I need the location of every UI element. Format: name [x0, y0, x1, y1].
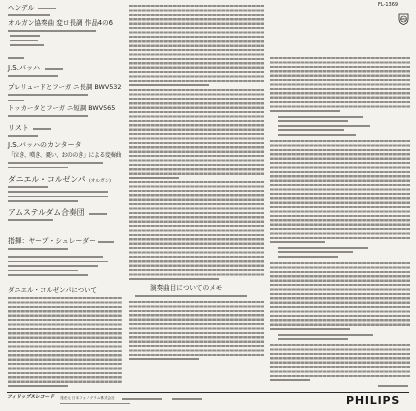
work-latin-title — [8, 162, 103, 164]
distributor-credit: 発売元 日本フォノグラム株式会社 — [60, 396, 115, 400]
recording-info-line — [8, 256, 103, 258]
recording-info-line — [8, 274, 88, 276]
ensemble-note — [89, 213, 107, 215]
program-notes-heading: 演奏曲目についてのメモ — [150, 284, 223, 292]
body-text-block — [8, 297, 122, 385]
body-text-last-line — [8, 385, 68, 387]
organ-info-line — [8, 200, 78, 202]
organ-info-line — [8, 196, 108, 198]
movement-line — [10, 44, 44, 46]
notes-subtitle — [135, 295, 247, 297]
work-list-item — [278, 247, 368, 249]
composer-latin-name — [8, 135, 38, 137]
body-text-last-line — [270, 379, 310, 381]
composer-liszt: リスト — [8, 124, 29, 132]
label-logo: フィリップスレコード — [7, 395, 55, 400]
performer-organist: ダニエル・コルゼンパ — [8, 175, 86, 184]
movement-line — [10, 35, 40, 37]
body-text-block — [129, 5, 264, 84]
work-latin-title — [8, 30, 96, 32]
footer-small-print — [172, 398, 202, 400]
work-liszt-line-1: J.S.バッハのカンタータ — [8, 141, 82, 149]
body-text-block — [129, 181, 264, 278]
movement-list-item — [278, 120, 348, 122]
catalog-number: FL-1369 — [378, 2, 399, 8]
performer-organist-role: (オルガン) — [89, 178, 111, 184]
movement-list-item — [278, 129, 344, 131]
work-list-item — [278, 251, 353, 253]
conductor-latin-name — [8, 248, 68, 250]
body-text-last-line — [129, 177, 179, 179]
performer-conductor: 指揮：ヤープ・シュレーダー — [8, 237, 96, 245]
body-text-block — [129, 89, 264, 177]
work-bach-bwv532: プレリュードとフーガ ニ長調 BWV532 — [8, 83, 122, 91]
body-text-block — [270, 57, 410, 110]
body-text-last-line — [129, 84, 209, 86]
composer-latin-name — [8, 14, 50, 16]
work-liszt-line-2: 「泣き、嘆き、憂い、おののき」による変奏曲 — [8, 152, 121, 159]
recording-info-line — [8, 261, 108, 263]
composer-handel: ヘンデル — [8, 4, 35, 12]
body-text-block — [270, 262, 410, 328]
footer-divider — [7, 392, 409, 393]
movement-list-item — [278, 134, 356, 136]
work-handel-organ-concerto: オルガン協奏曲 変ロ長調 作品4の6 — [8, 19, 113, 27]
work-list-item — [278, 334, 373, 336]
about-performer-heading: ダニエル・コルゼンパについて — [8, 286, 97, 294]
movement-line — [10, 40, 38, 42]
composer-latin-name — [8, 75, 58, 77]
side-label — [8, 57, 24, 59]
performer-latin-name — [8, 186, 48, 188]
body-text-last-line — [270, 328, 350, 330]
philips-shield-icon — [398, 10, 409, 22]
conductor-note — [98, 241, 114, 243]
work-latin-title — [8, 167, 68, 169]
composer-dates — [38, 8, 56, 10]
body-text-block — [270, 344, 410, 379]
body-text-block — [129, 301, 264, 358]
author-credit — [378, 385, 408, 387]
work-bach-bwv565: トッカータとフーガ ニ短調 BWV565 — [8, 104, 116, 112]
body-text-last-line — [129, 358, 199, 360]
composer-dates — [45, 68, 63, 70]
body-text-last-line — [270, 110, 340, 112]
composer-bach: J.S.バッハ — [8, 64, 40, 72]
brand-logo: PHILIPS — [346, 394, 401, 407]
body-text-last-line — [129, 278, 219, 280]
ensemble-latin-name — [8, 219, 53, 221]
work-list-item — [278, 338, 348, 340]
organ-info-line — [8, 191, 108, 193]
work-list-item — [278, 256, 338, 258]
recording-info-line — [8, 270, 78, 272]
work-latin-title — [8, 115, 88, 117]
footer-small-print — [60, 403, 130, 405]
body-text-block — [270, 140, 410, 241]
movement-list-item — [278, 116, 363, 118]
movement-list-item — [278, 125, 370, 127]
composer-dates — [33, 128, 51, 130]
recording-info-line — [8, 265, 98, 267]
performer-ensemble: アムステルダム合奏団 — [8, 208, 85, 217]
work-latin-title — [8, 94, 88, 96]
body-text-last-line — [270, 241, 325, 243]
side-label — [8, 100, 24, 102]
footer-small-print — [122, 398, 162, 400]
